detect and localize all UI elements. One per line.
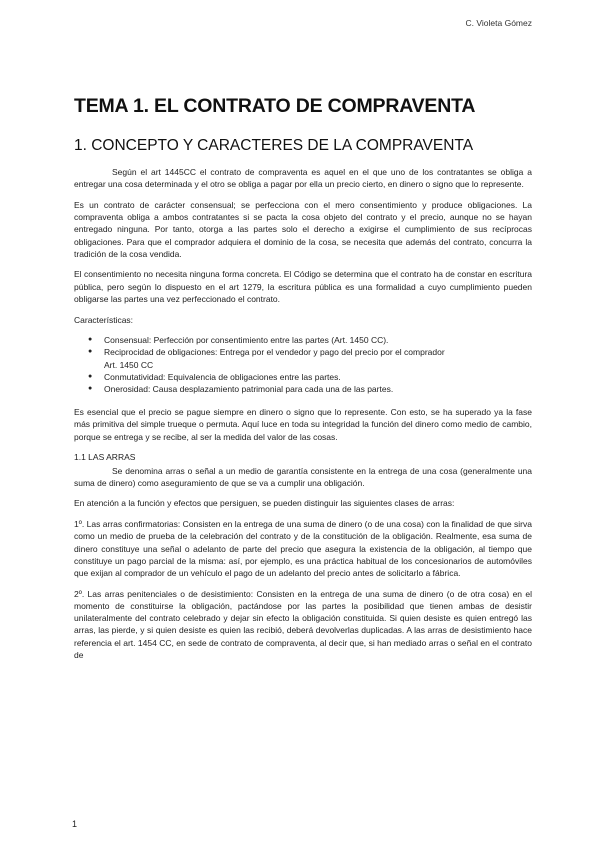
paragraph-form: El consentimiento no necesita ninguna forma concreta. El Código se determina que el contrato ha de constar en escritura pública, pero según lo dispuesto en el art 1279, la escritura pública es una formalidad a cuyo cumplimiento pueden obligarse las partes una vez perfeccionado el contrato.: [74, 269, 532, 304]
document-title: TEMA 1. EL CONTRATO DE COMPRAVENTA: [74, 95, 476, 117]
paragraph-arras-classes: En atención a la función y efectos que persiguen, se pueden distinguir las siguientes clases de arras:: [74, 498, 455, 509]
list-item: [74, 383, 532, 395]
bullet-icon: ●: [88, 348, 93, 356]
header-author: C. Violeta Gómez: [465, 18, 532, 28]
list-item-text: Art. 1450 CC: [104, 359, 154, 370]
list-item: [74, 359, 532, 371]
bullet-icon: ●: [88, 372, 93, 380]
list-item: [74, 371, 532, 383]
page-number: 1: [72, 819, 78, 829]
list-item: [74, 334, 532, 346]
bullet-icon: ●: [88, 385, 93, 393]
section-title: 1. CONCEPTO Y CARACTERES DE LA COMPRAVENTA: [74, 137, 474, 154]
document-body: [74, 166, 532, 669]
paragraph-consensual: Es un contrato de carácter consensual; se perfecciona con el mero consentimiento y produce obligaciones. La compraventa obliga a ambos contratantes si se pacta la cosa objeto del contrato y el precio, aunque no se hayan entregado ninguna. Por tanto, otorga a las partes solo el derecho a exigirse el cumplimiento de sus recíprocas obligaciones. Para que el comprador adquiera el dominio de la cosa, se necesita que además del contrato, concurra la tradición de la cosa vendida.: [74, 199, 532, 259]
characteristics-list: [74, 334, 532, 395]
subsection-heading-arras: 1.1 LAS ARRAS: [74, 452, 136, 463]
characteristics-label: Características:: [74, 314, 134, 325]
bullet-icon: ●: [88, 336, 93, 344]
list-item-text: Onerosidad: Causa desplazamiento patrimonial para cada una de las partes.: [104, 384, 394, 395]
list-item-text: Reciprocidad de obligaciones: Entrega por el vendedor y pago del precio por el comprador: [104, 347, 445, 358]
list-item: [74, 346, 532, 358]
list-item-text: Conmutatividad: Equivalencia de obligaciones entre las partes.: [104, 371, 341, 382]
paragraph-arras-confirmatorias: 1º. Las arras confirmatorias: Consisten en la entrega de una suma de dinero (o de una cosa) con la finalidad de que sirva como un medio de prueba de la celebración del contrato y de la constitución de la obligación. Realmente, esa suma de dinero constituye una señal o adelanto de parte del precio que asegura la existencia de la obligación, al tiempo que constituye un pago parcial de la misma: así, por ejemplo, es una práctica habitual de los concesionarios de automóviles que exijan al comprador de un vehículo el pago de un adelanto del precio antes de solicitarlo a fábrica.: [74, 519, 532, 578]
paragraph-arras-definition: Se denomina arras o señal a un medio de garantía consistente en la entrega de una cosa (generalmente una suma de dinero) como aseguramiento de que se va a cumplir una obligación.: [74, 465, 532, 488]
paragraph-price: Es esencial que el precio se pague siempre en dinero o signo que lo represente. Con esto, se ha superado ya la fase más primitiva del simple trueque o permuta. Aquí luce en toda su integridad la función del dinero como medio de cambio, porque se entrega y se recibe, al ser la medida del valor de las cosas.: [74, 407, 532, 442]
paragraph-definition: Según el art 1445CC el contrato de compraventa es aquel en el que uno de los contratantes se obliga a entregar una cosa determinada y el otro se obliga a pagar por ella un precio cierto, en dinero o signo que lo represente.: [74, 167, 532, 190]
paragraph-arras-penitenciales: 2º. Las arras penitenciales o de desistimiento: Consisten en la entrega de una suma de dinero (o de otra cosa) en el momento de constituirse la obligación, pactándose por las partes la posibilidad que tienen ambas de desistir unilateralmente del contrato celebrado y dejar sin efecto la obligación constituida. Si quien desiste es quien entregó las arras, las pierde, y si quien desiste es quien las recibió, deberá devolverlas duplicadas. A las arras de desistimiento hace referencia el art. 1454 CC, en sede de contrato de compraventa, al decir que, si han mediado arras o señal en el contrato de: [74, 588, 532, 660]
list-item-text: Consensual: Perfección por consentimiento entre las partes (Art. 1450 CC).: [104, 335, 389, 346]
